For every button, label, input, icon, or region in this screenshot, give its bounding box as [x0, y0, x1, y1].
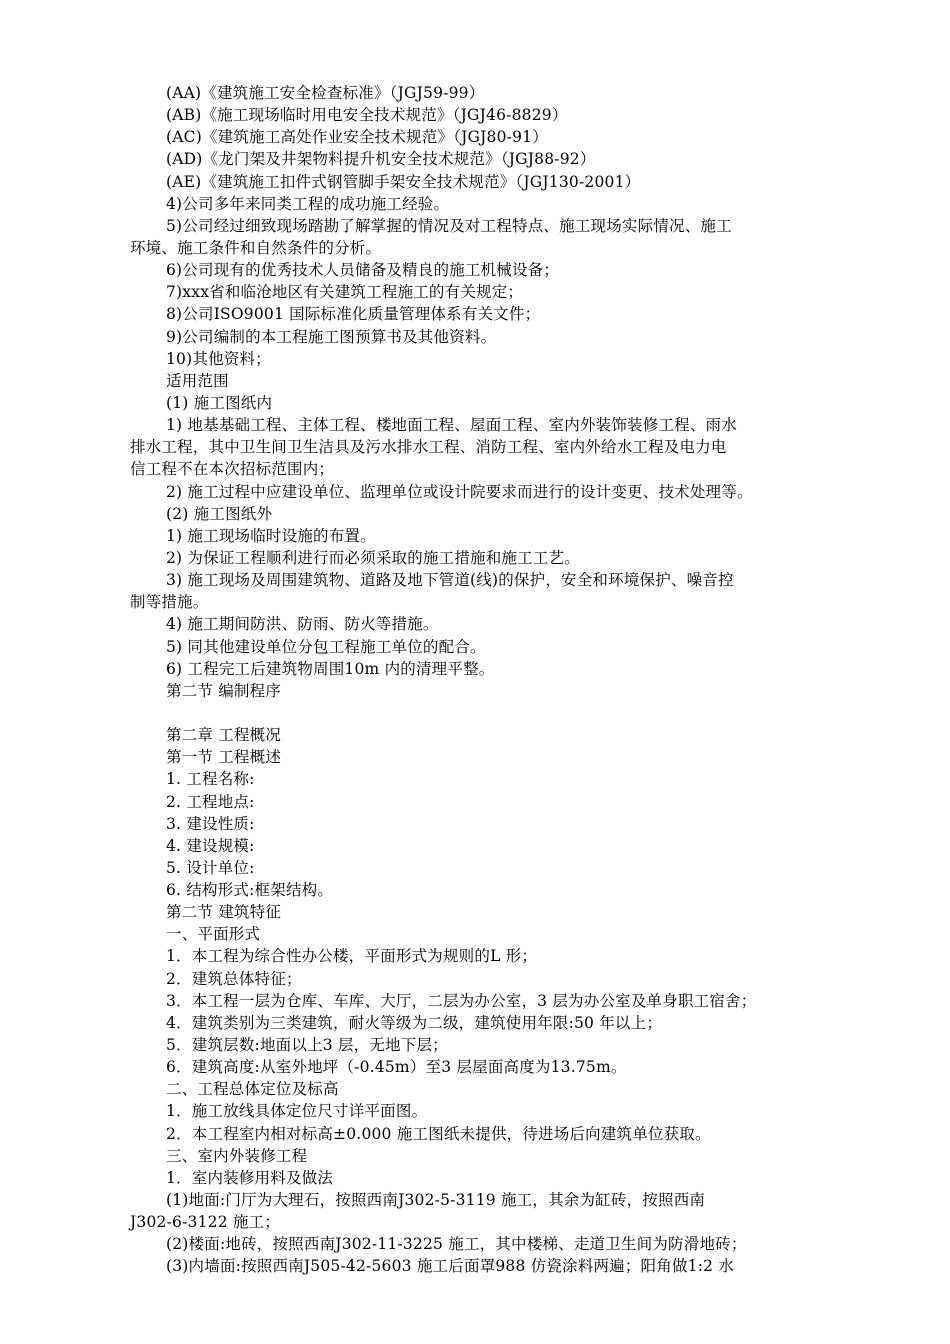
text-line: (AE)《建筑施工扣件式钢管脚手架安全技术规范》（JGJ130-2001） — [166, 172, 641, 191]
text-line: (1) 施工图纸内 — [166, 393, 273, 412]
text-line: 2) 施工过程中应建设单位、监理单位或设计院要求而进行的设计变更、技术处理等。 — [166, 482, 753, 501]
text-line: 4. 建设规模: — [166, 836, 255, 855]
text-line: 一、平面形式 — [166, 925, 261, 944]
text-line: 7)xxx省和临沧地区有关建筑工程施工的有关规定； — [166, 283, 524, 302]
text-line: 信工程不在本次招标范围内； — [130, 460, 335, 479]
blank-line — [130, 702, 870, 724]
text-line: 8)公司ISO9001 国际标准化质量管理体系有关文件； — [166, 305, 541, 324]
text-line: 5. 设计单位: — [166, 858, 255, 877]
text-line: 1) 施工现场临时设施的布置。 — [166, 526, 376, 545]
text-line: 5) 同其他建设单位分包工程施工单位的配合。 — [166, 637, 486, 656]
text-line: 2．建筑总体特征； — [166, 969, 302, 988]
text-line: 2) 为保证工程顺利进行而必须采取的施工措施和施工工艺。 — [166, 548, 580, 567]
text-line: 9)公司编制的本工程施工图预算书及其他资料。 — [166, 327, 497, 346]
text-line: 3) 施工现场及周围建筑物、道路及地下管道(线)的保护，安全和环境保护、噪音控 — [166, 571, 734, 590]
text-line: 4)公司多年来同类工程的成功施工经验。 — [166, 194, 450, 213]
document-body — [130, 82, 870, 1278]
text-line: 第二节 编制程序 — [166, 681, 282, 700]
text-line: 6. 结构形式:框架结构。 — [166, 881, 334, 900]
text-line: (AC)《建筑施工高处作业安全技术规范》（JGJ80-91） — [166, 128, 548, 147]
text-line: (AA)《建筑施工安全检查标准》（JGJ59-99） — [166, 84, 485, 102]
text-line: 适用范围 — [166, 371, 229, 390]
text-line: 1．本工程为综合性办公楼，平面形式为规则的L 形； — [166, 947, 538, 966]
text-line: 6) 工程完工后建筑物周围10m 内的清理平整。 — [166, 659, 495, 678]
text-line: 3．本工程一层为仓库、车库、大厅，二层为办公室，3 层为办公室及单身职工宿舍； — [166, 991, 757, 1010]
text-line: 3. 建设性质: — [166, 814, 255, 833]
text-line: 6．建筑高度:从室外地坪（-0.45m）至3 层屋面高度为13.75m。 — [166, 1058, 627, 1077]
text-line: (3)内墙面:按照西南J505-42-5603 施工后面罩988 仿瓷涂料两遍；阳角做1:2 水 — [166, 1257, 735, 1276]
text-line: 1. 工程名称: — [166, 770, 255, 789]
text-line: 1．施工放线具体定位尺寸详平面图。 — [166, 1102, 428, 1121]
text-line: 第一节 工程概述 — [166, 748, 282, 767]
text-line: 4) 施工期间防洪、防雨、防火等措施。 — [166, 615, 439, 634]
text-line: 10)其他资料； — [166, 349, 271, 368]
text-line: 第二章 工程概况 — [166, 726, 282, 745]
text-line: 排水工程，其中卫生间卫生洁具及污水排水工程、消防工程、室内外给水工程及电力电 — [130, 438, 727, 457]
text-line: 二、工程总体定位及标高 — [166, 1080, 339, 1099]
text-line: 1) 地基基础工程、主体工程、楼地面工程、屋面工程、室内外装饰装修工程、雨水 — [166, 416, 737, 435]
text-line: 2. 工程地点: — [166, 792, 255, 811]
text-line: 4．建筑类别为三类建筑，耐火等级为二级，建筑使用年限:50 年以上； — [166, 1013, 663, 1032]
text-line: (AB)《施工现场临时用电安全技术规范》（JGJ46-8829） — [166, 106, 568, 125]
text-line: (AD)《龙门架及井架物料提升机安全技术规范》（JGJ88-92） — [166, 150, 596, 169]
text-line: 三、室内外装修工程 — [166, 1146, 308, 1165]
text-line: 制等措施。 — [130, 593, 209, 612]
text-line: 2．本工程室内相对标高±0.000 施工图纸未提供，待进场后向建筑单位获取。 — [166, 1124, 711, 1143]
text-line: 1．室内装修用料及做法 — [166, 1168, 334, 1187]
text-line: 第二节 建筑特征 — [166, 903, 282, 922]
text-line: J302-6-3122 施工； — [130, 1213, 281, 1232]
text-line: (2) 施工图纸外 — [166, 504, 273, 523]
text-line: (2)楼面:地砖，按照西南J302-11-3225 施工，其中楼梯、走道卫生间为防滑地砖； — [166, 1235, 747, 1254]
text-line: 环境、施工条件和自然条件的分析。 — [130, 238, 382, 257]
text-line: 5)公司经过细致现场踏勘了解掌握的情况及对工程特点、施工现场实际情况、施工 — [166, 216, 732, 235]
text-line: (1)地面:门厅为大理石，按照西南J302-5-3119 施工，其余为缸砖，按照西南 — [166, 1191, 706, 1210]
text-line: 5．建筑层数:地面以上3 层，无地下层； — [166, 1036, 448, 1055]
text-line: 6)公司现有的优秀技术人员储备及精良的施工机械设备； — [166, 261, 560, 280]
